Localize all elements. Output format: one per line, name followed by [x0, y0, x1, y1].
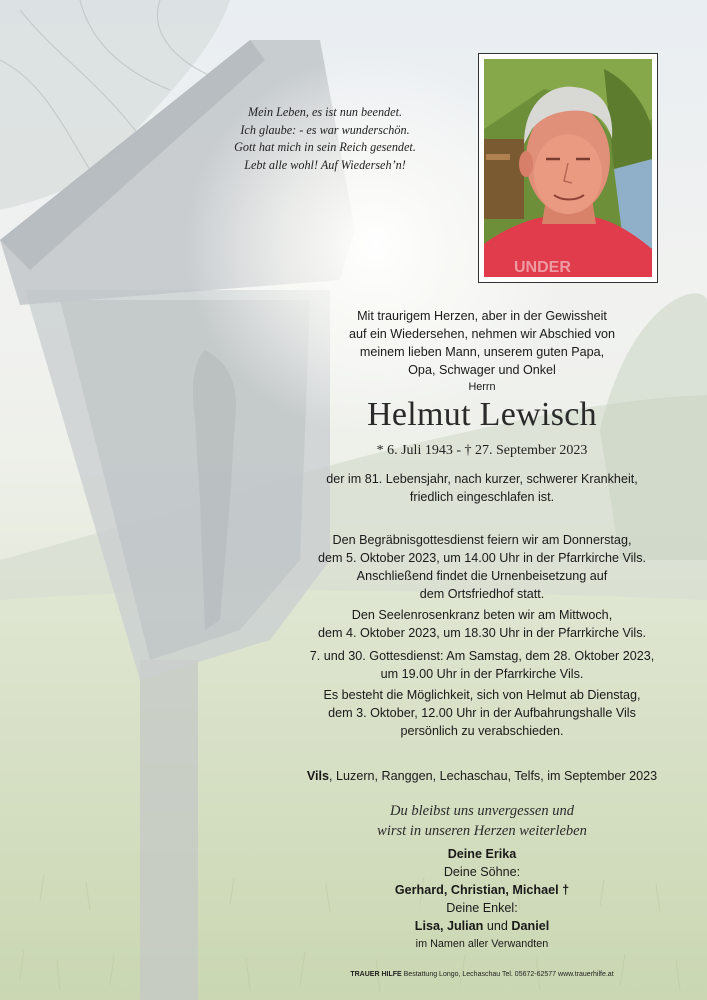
- closing-line: Du bleibst uns unvergessen und: [390, 803, 574, 819]
- sons-label: Deine Söhne:: [443, 865, 521, 879]
- rosary-line: Den Seelenrosenkranz beten wir am Mittwoch,: [351, 608, 613, 622]
- poem-line: Gott hat mich in sein Reich gesendet.: [234, 140, 416, 154]
- passing-text: [282, 470, 682, 506]
- closing-verse: [282, 801, 682, 841]
- funeral-text: [282, 531, 682, 603]
- farewell-line: persönlich zu verabschieden.: [400, 724, 564, 738]
- deceased-name: Helmut Lewisch: [367, 396, 597, 433]
- place-rest: , Luzern, Ranggen, Lechaschau, Telfs, im September 2023: [329, 769, 658, 783]
- services-line: um 19.00 Uhr in der Pfarrkirche Vils.: [380, 667, 584, 681]
- grandchild-separator: ,: [439, 919, 447, 933]
- grandchild: Julian: [446, 919, 484, 933]
- passing-line: der im 81. Lebensjahr, nach kurzer, schwerer Krankheit,: [326, 472, 638, 486]
- funeral-line: dem Ortsfriedhof statt.: [419, 587, 545, 601]
- relatives-line: im Namen aller Verwandten: [415, 938, 549, 950]
- salutation: Herrn: [468, 381, 496, 393]
- life-dates: * 6. Juli 1943 - † 27. September 2023: [376, 443, 588, 458]
- rosary-line: dem 4. Oktober 2023, um 18.30 Uhr in der Pfarrkirche Vils.: [317, 626, 647, 640]
- funeral-home-footer: [282, 971, 682, 978]
- places-line: [282, 767, 682, 785]
- portrait-photo: [484, 59, 652, 277]
- intro-text: [282, 307, 682, 395]
- funeral-line: dem 5. Oktober 2023, um 14.00 Uhr in der Pfarrkirche Vils.: [317, 551, 647, 565]
- mourner-grandchildren: [282, 917, 682, 935]
- intro-line: Opa, Schwager und Onkel: [408, 363, 556, 377]
- footer-text: Bestattung Longo, Lechaschau Tel. 05672-62577 www.trauerhilfe.at: [401, 971, 614, 978]
- grandchildren-label: Deine Enkel:: [446, 901, 518, 915]
- intro-line: Mit traurigem Herzen, aber in der Gewissheit: [357, 309, 607, 323]
- passing-line: friedlich eingeschlafen ist.: [409, 490, 555, 504]
- services-line: 7. und 30. Gottesdienst: Am Samstag, dem 28. Oktober 2023,: [309, 649, 655, 663]
- rosary-text: [282, 606, 682, 642]
- poem-line: Lebt alle wohl! Auf Wiederseh’n!: [244, 157, 406, 172]
- and-word: und: [483, 919, 512, 933]
- shirt-print: UNDER: [514, 259, 571, 276]
- funeral-line: Den Begräbnisgottesdienst feiern wir am Donnerstag,: [332, 533, 632, 547]
- footer-brand: TRAUER HILFE: [350, 971, 402, 978]
- mourner-sons: Gerhard, Christian, Michael †: [394, 883, 570, 897]
- farewell-line: dem 3. Oktober, 12.00 Uhr in der Aufbahrungshalle Vils: [328, 706, 636, 720]
- funeral-line: Anschließend findet die Urnenbeisetzung auf: [356, 569, 608, 583]
- mourners: [282, 845, 682, 953]
- poem-line: Mein Leben, es ist nun beendet.: [248, 105, 402, 119]
- grandchild: Lisa: [414, 919, 440, 933]
- closing-line: wirst in unseren Herzen weiterleben: [377, 823, 587, 839]
- grandchild: Daniel: [511, 919, 550, 933]
- intro-line: auf ein Wiedersehen, nehmen wir Abschied von: [348, 327, 616, 341]
- poem-line: Ich glaube: - es war wunderschön.: [240, 122, 410, 137]
- portrait-frame: [478, 53, 658, 283]
- farewell-text: [282, 686, 682, 740]
- poem: [215, 104, 435, 174]
- mourner-wife: Deine Erika: [447, 847, 517, 861]
- intro-line: meinem lieben Mann, unserem guten Papa,: [359, 345, 605, 359]
- farewell-line: Es besteht die Möglichkeit, sich von Helmut ab Dienstag,: [323, 688, 641, 702]
- place-first: Vils: [306, 769, 330, 783]
- services-text: [282, 647, 682, 683]
